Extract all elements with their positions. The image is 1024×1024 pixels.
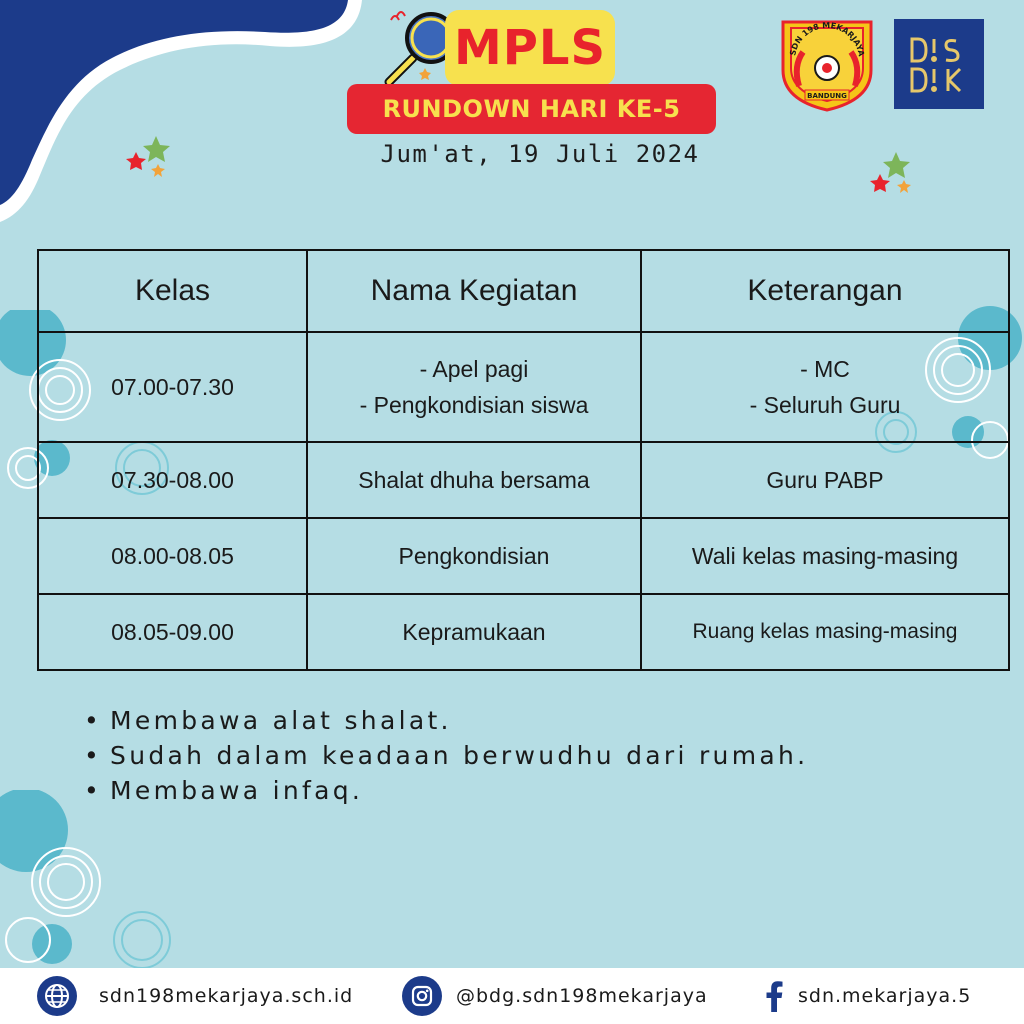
header-nama-kegiatan: Nama Kegiatan [307, 250, 641, 332]
row-activity: Pengkondisian [307, 518, 641, 594]
stars-decoration-right [866, 150, 916, 200]
instagram-text[interactable]: @bdg.sdn198mekarjaya [456, 985, 708, 1007]
note-item: • Membawa infaq. [84, 773, 808, 808]
footer-instagram[interactable] [402, 968, 708, 1024]
schedule-table [37, 249, 1010, 671]
stars-decoration-left [124, 134, 174, 184]
notes-list [84, 703, 808, 808]
activity-line: - Pengkondisian siswa [359, 392, 589, 418]
corner-wave-decoration [0, 0, 380, 230]
note-line: - MC [800, 356, 850, 382]
footer-bar [0, 968, 1024, 1024]
event-date: Jum'at, 19 Juli 2024 [380, 140, 700, 168]
note-item: • Membawa alat shalat. [84, 703, 808, 738]
note-line: - Seluruh Guru [749, 392, 901, 418]
row-time: 07.30-08.00 [38, 442, 307, 518]
website-text[interactable]: sdn198mekarjaya.sch.id [99, 985, 354, 1007]
instagram-icon [402, 976, 442, 1016]
school-logo-city: BANDUNG [807, 92, 847, 100]
facebook-text[interactable]: sdn.mekarjaya.5 [798, 985, 972, 1007]
school-logo-text: SDN 198 MEKARJAYA [788, 20, 866, 58]
facebook-icon [760, 976, 788, 1016]
footer-facebook[interactable] [760, 968, 971, 1024]
row-time: 08.05-09.00 [38, 594, 307, 670]
table-row [38, 442, 1009, 518]
table-header-row [38, 250, 1009, 332]
row-time: 08.00-08.05 [38, 518, 307, 594]
row-note: Ruang kelas masing-masing [641, 594, 1009, 670]
row-activity [307, 332, 641, 442]
row-activity: Kepramukaan [307, 594, 641, 670]
table-row [38, 594, 1009, 670]
row-activity: Shalat dhuha bersama [307, 442, 641, 518]
row-note: Wali kelas masing-masing [641, 518, 1009, 594]
mpls-title: MPLS [445, 10, 615, 86]
school-logo [777, 16, 877, 112]
rundown-title: RUNDOWN HARI KE-5 [347, 84, 716, 134]
table-row [38, 332, 1009, 442]
row-note: Guru PABP [641, 442, 1009, 518]
footer-website[interactable] [37, 968, 353, 1024]
note-item: • Sudah dalam keadaan berwudhu dari rumah. [84, 738, 808, 773]
disdik-logo [894, 19, 984, 109]
table-row [38, 518, 1009, 594]
row-note [641, 332, 1009, 442]
activity-line: - Apel pagi [419, 356, 529, 382]
globe-icon [37, 976, 77, 1016]
circle-decoration-bottom [0, 790, 180, 970]
row-time: 07.00-07.30 [38, 332, 307, 442]
header-keterangan: Keterangan [641, 250, 1009, 332]
header-kelas: Kelas [38, 250, 307, 332]
